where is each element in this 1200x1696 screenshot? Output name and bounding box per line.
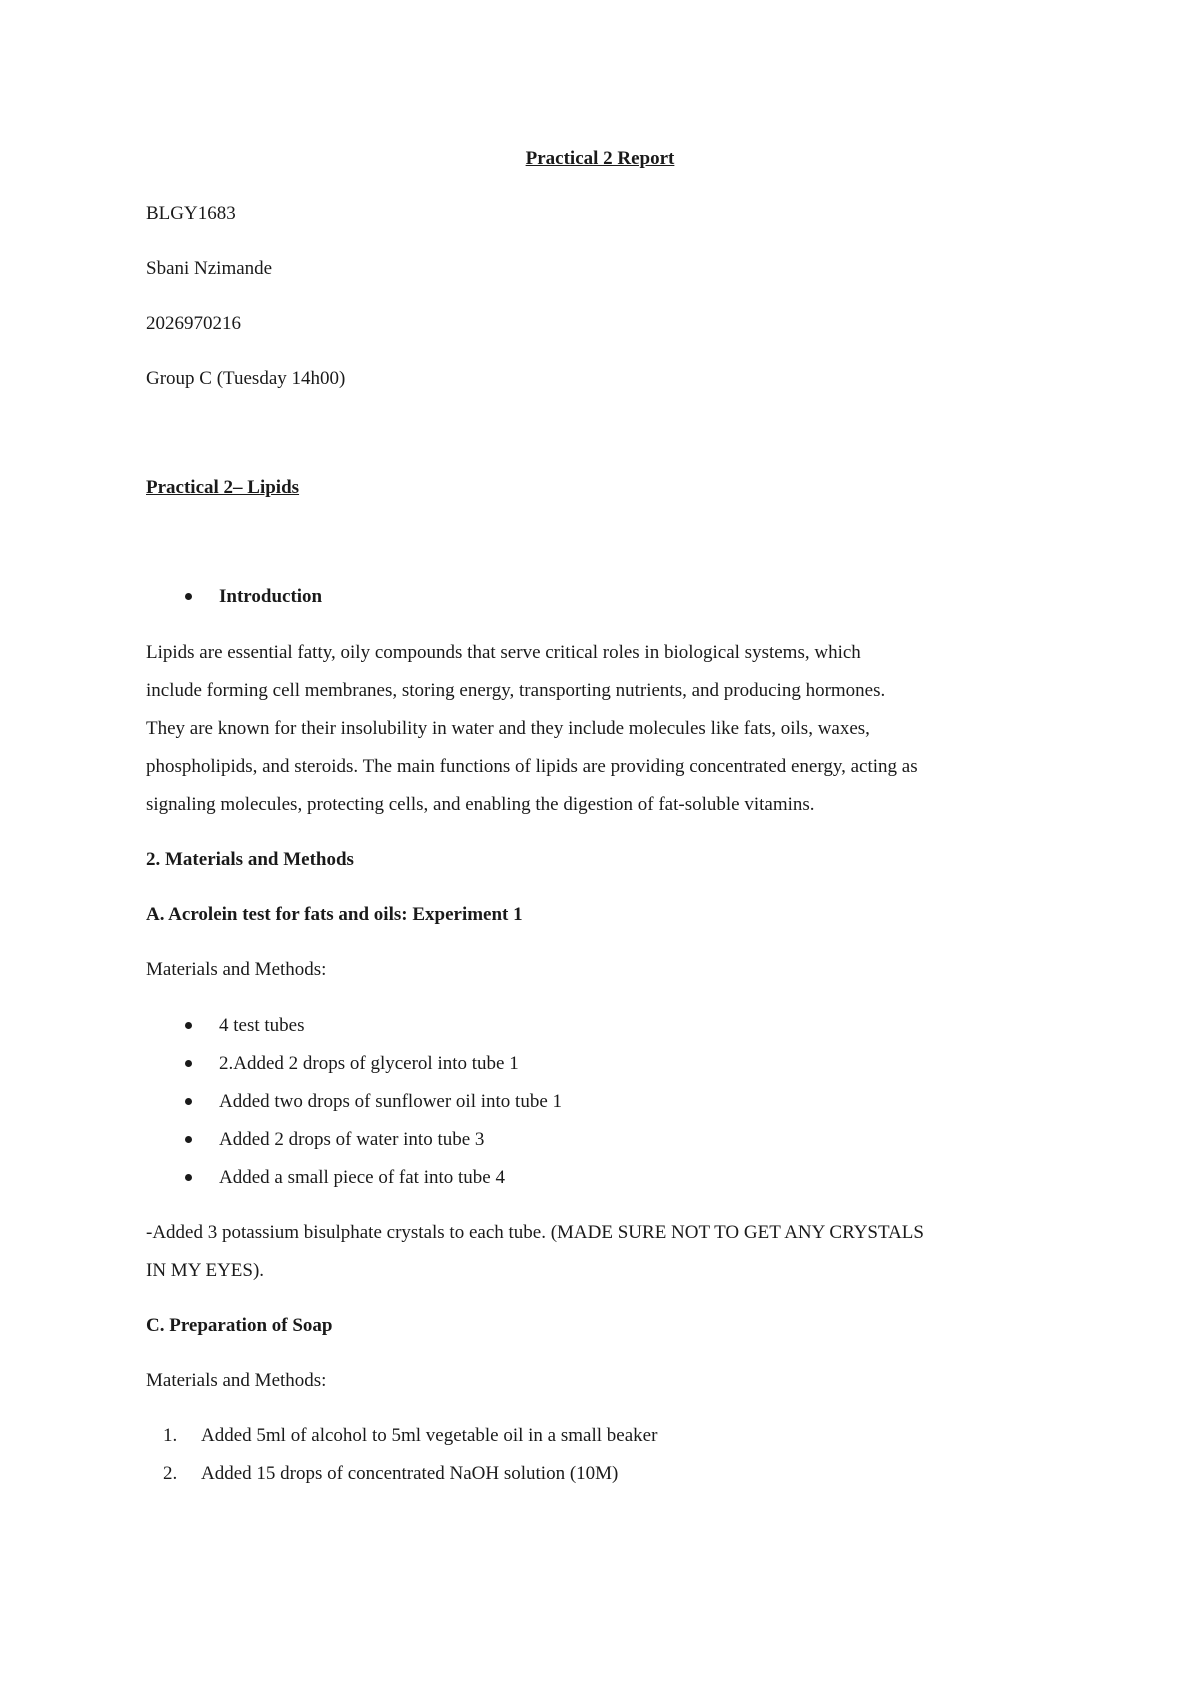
list-item: Added two drops of sunflower oil into tube 1	[219, 1091, 563, 1112]
bullet-icon	[185, 1098, 192, 1105]
introduction-heading: Introduction	[219, 586, 323, 607]
student-name: Sbani Nzimande	[146, 258, 273, 279]
list-item: 4 test tubes	[219, 1015, 305, 1036]
intro-line: Lipids are essential fatty, oily compounds that serve critical roles in biological systems, which	[146, 642, 861, 663]
group-info: Group C (Tuesday 14h00)	[146, 368, 346, 389]
page-title: Practical 2 Report	[525, 148, 675, 169]
step-text: Added 15 drops of concentrated NaOH solution (10M)	[201, 1463, 619, 1484]
experiment-c-subheading: Materials and Methods:	[146, 1370, 327, 1391]
bullet-icon	[185, 593, 192, 600]
experiment-a-heading: A. Acrolein test for fats and oils: Experiment 1	[146, 904, 523, 925]
step-text: Added 5ml of alcohol to 5ml vegetable oil in a small beaker	[201, 1425, 658, 1446]
intro-line: signaling molecules, protecting cells, and enabling the digestion of fat-soluble vitamins.	[146, 794, 815, 815]
materials-methods-heading: 2. Materials and Methods	[146, 849, 354, 870]
student-number: 2026970216	[146, 313, 241, 334]
course-code: BLGY1683	[146, 203, 236, 224]
bullet-icon	[185, 1022, 192, 1029]
experiment-a-subheading: Materials and Methods:	[146, 959, 327, 980]
intro-line: They are known for their insolubility in water and they include molecules like fats, oils, waxes,	[146, 718, 870, 739]
list-item: Added 2 drops of water into tube 3	[219, 1129, 485, 1150]
list-item: 2.Added 2 drops of glycerol into tube 1	[219, 1053, 519, 1074]
intro-line: include forming cell membranes, storing energy, transporting nutrients, and producing hormones.	[146, 680, 886, 701]
step-number: 1.	[163, 1425, 178, 1446]
intro-line: phospholipids, and steroids. The main functions of lipids are providing concentrated energy, acting as	[146, 756, 918, 777]
experiment-c-heading: C. Preparation of Soap	[146, 1315, 333, 1336]
bullet-icon	[185, 1136, 192, 1143]
note-line: -Added 3 potassium bisulphate crystals to each tube. (MADE SURE NOT TO GET ANY CRYSTALS	[146, 1222, 924, 1243]
step-number: 2.	[163, 1463, 178, 1484]
bullet-icon	[185, 1060, 192, 1067]
list-item: Added a small piece of fat into tube 4	[219, 1167, 505, 1188]
bullet-icon	[185, 1174, 192, 1181]
note-line: IN MY EYES).	[146, 1260, 265, 1281]
practical-heading: Practical 2– Lipids	[146, 477, 300, 498]
